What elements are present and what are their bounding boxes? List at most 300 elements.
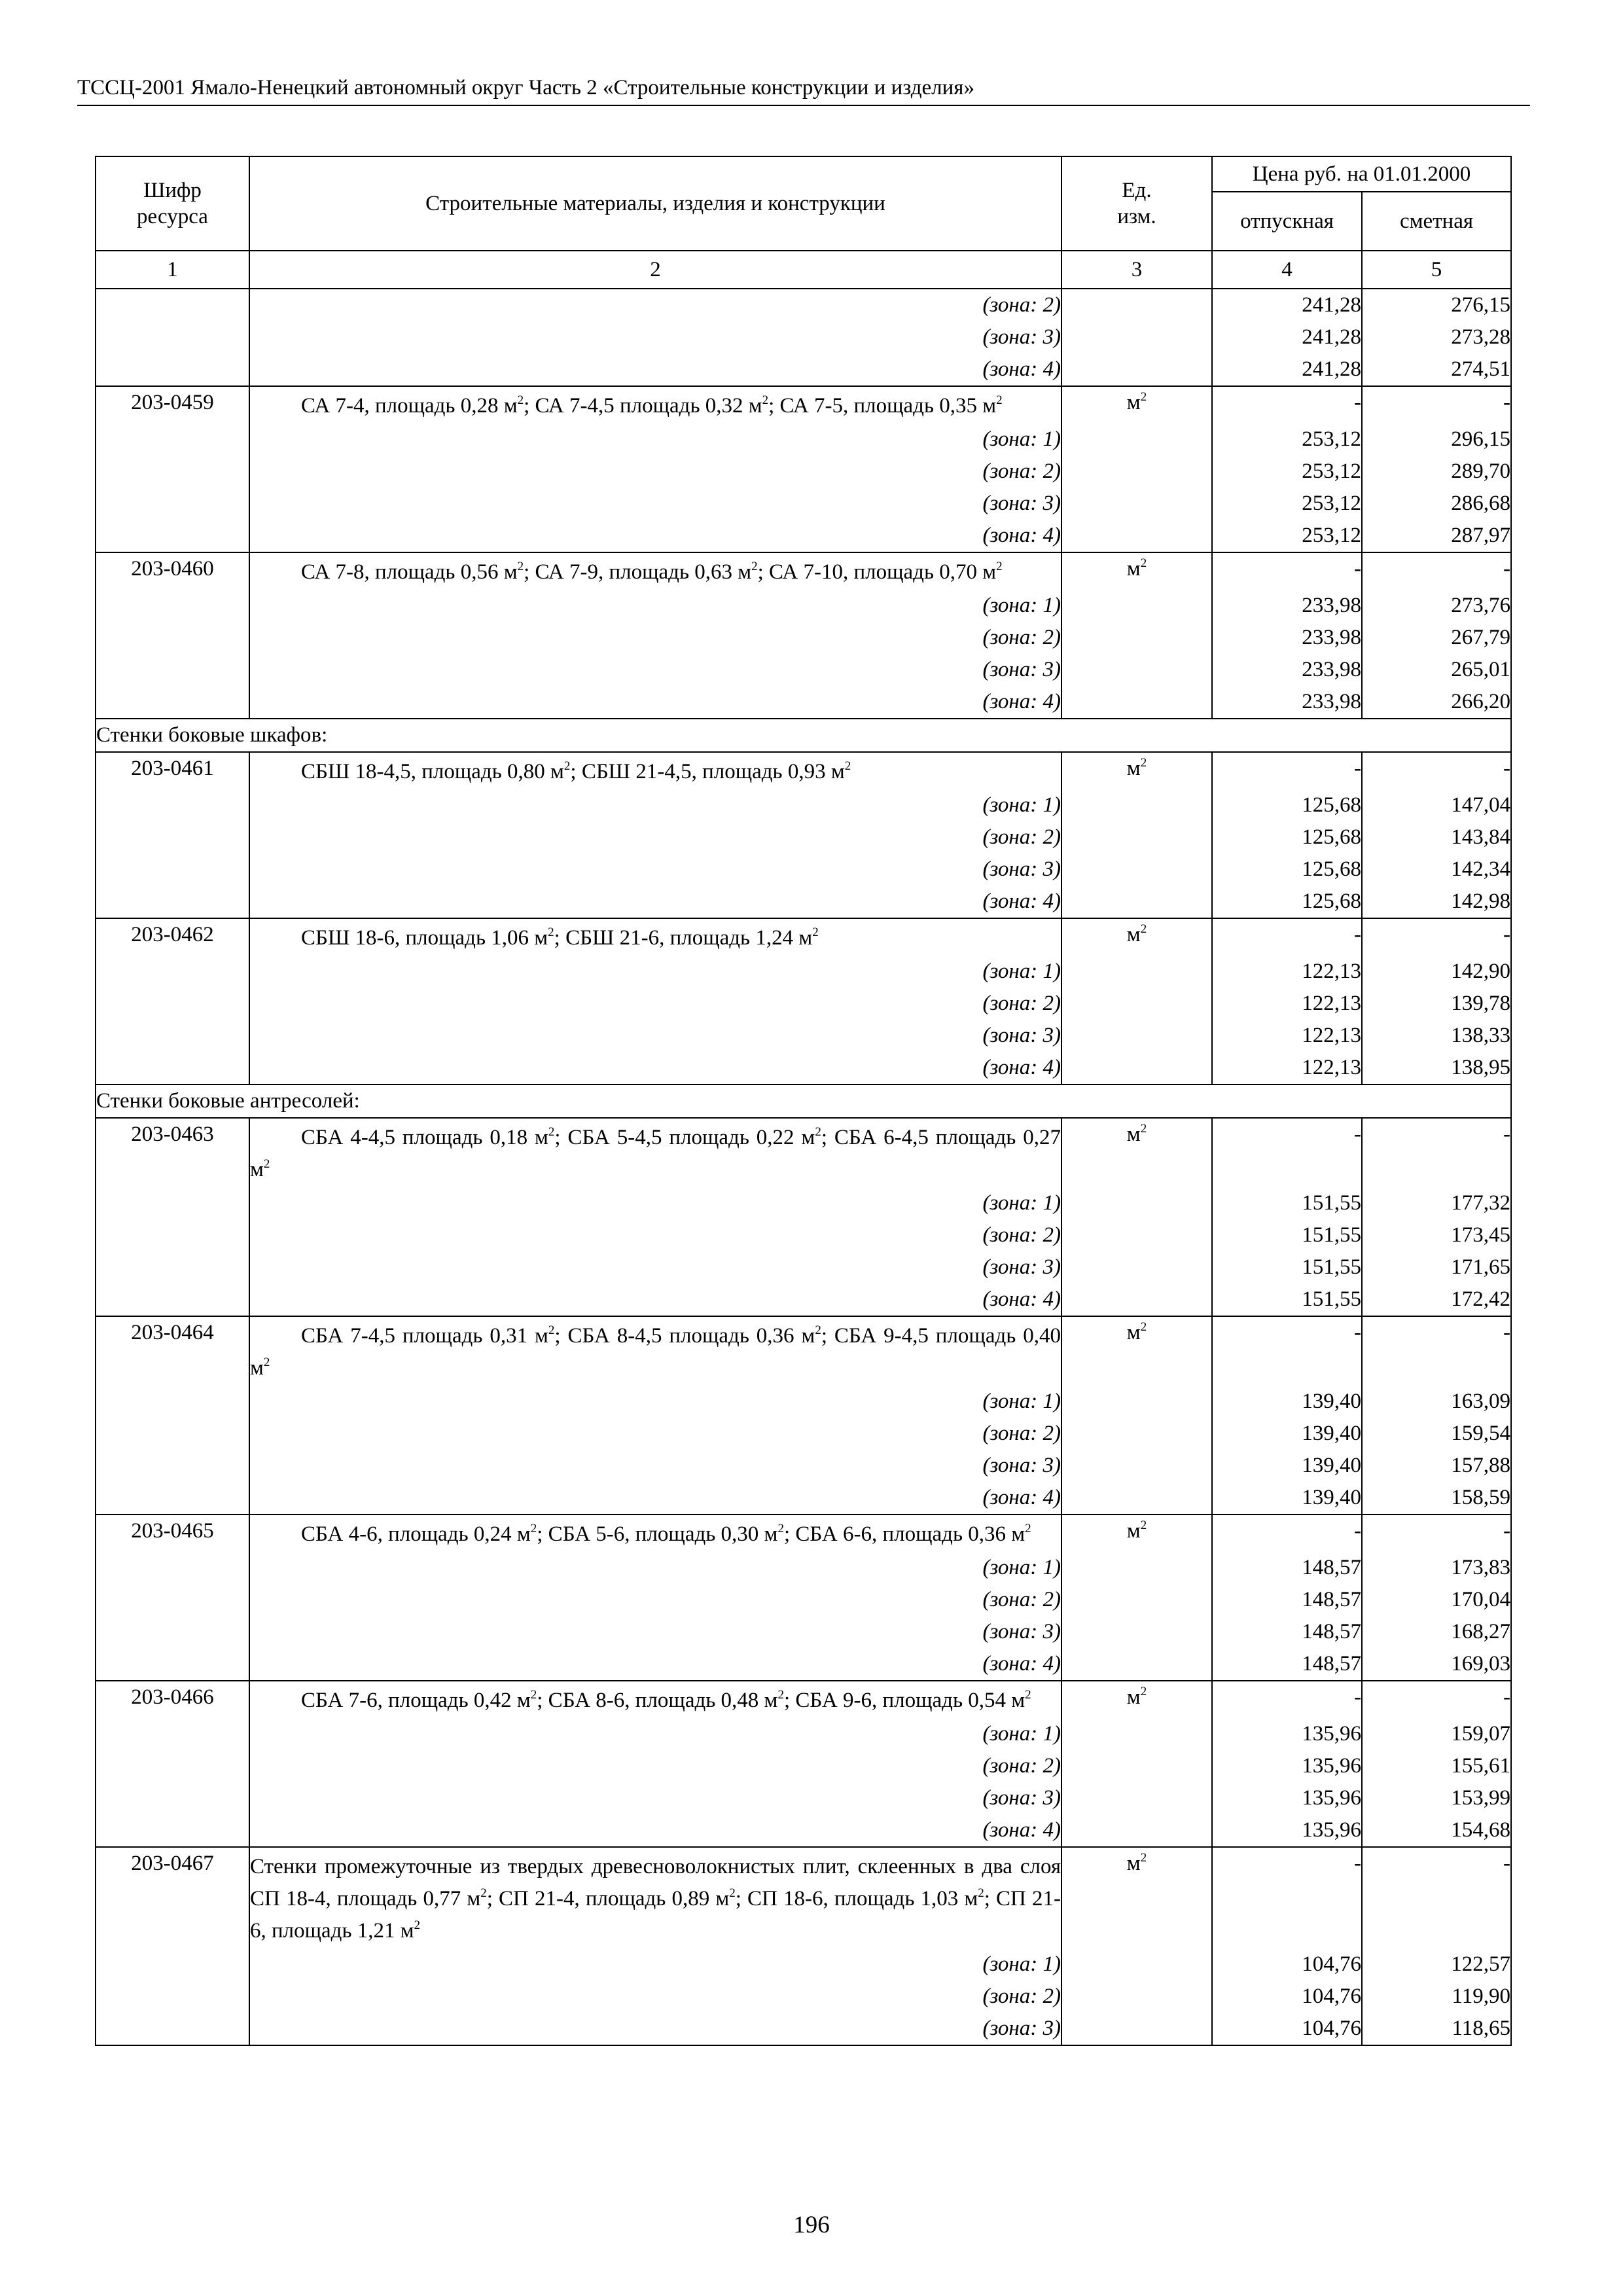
zone-row (96, 1718, 1511, 1750)
estimate-price: - (1362, 918, 1511, 956)
zone-row (96, 488, 1511, 520)
square-superscript: 2 (530, 1522, 537, 1535)
square-superscript: 2 (777, 1522, 784, 1535)
zone-label: (зона: 4) (249, 1052, 1061, 1085)
column-number: 4 (1212, 251, 1362, 289)
square-superscript: 2 (762, 393, 769, 407)
resource-row (96, 552, 1511, 590)
release-price: 148,57 (1212, 1584, 1362, 1616)
estimate-price: 159,54 (1362, 1418, 1511, 1450)
estimate-price: 273,76 (1362, 590, 1511, 622)
column-number: 3 (1061, 251, 1212, 289)
square-superscript: 2 (480, 1886, 487, 1900)
resource-unit: $м^2$ (1061, 918, 1212, 956)
release-price: 139,40 (1212, 1450, 1362, 1482)
resource-row (96, 1847, 1511, 1948)
resource-name-cell (249, 752, 1061, 789)
release-price: 122,13 (1212, 1052, 1362, 1085)
square-superscript: 2 (1140, 756, 1147, 770)
code-cell (96, 622, 249, 654)
code-cell (96, 654, 249, 686)
estimate-price: 158,59 (1362, 1482, 1511, 1515)
column-number: 5 (1362, 251, 1511, 289)
release-price: 104,76 (1212, 1948, 1362, 1981)
code-cell (96, 988, 249, 1020)
square-superscript: 2 (996, 393, 1003, 407)
release-price: 104,76 (1212, 2013, 1362, 2045)
code-cell (96, 1283, 249, 1316)
unit-cell (1061, 1782, 1212, 1814)
release-price: - (1212, 1681, 1362, 1718)
unit-cell (1061, 1482, 1212, 1515)
release-price: - (1212, 1118, 1362, 1187)
estimate-price: 169,03 (1362, 1648, 1511, 1681)
zone-row (96, 2013, 1511, 2045)
zone-label: (зона: 4) (249, 1648, 1061, 1681)
resource-unit: $м^2$ (1061, 1316, 1212, 1386)
square-superscript: 2 (1140, 1320, 1147, 1334)
unit-cell (1061, 1052, 1212, 1085)
code-cell (96, 321, 249, 353)
column-number-row (96, 251, 1511, 289)
resource-name: СА 7-4, площадь 0,28 $м^2$; СА 7-4,5 площадь 0,32 $м^2$; СА 7-5, площадь 0,35 $м^2$ (301, 393, 1003, 418)
zone-row (96, 1552, 1511, 1584)
estimate-price: 286,68 (1362, 488, 1511, 520)
resource-name-cell (249, 1847, 1061, 1948)
estimate-price: 266,20 (1362, 686, 1511, 719)
zone-row (96, 1251, 1511, 1283)
unit-cell (1061, 1981, 1212, 2013)
release-price: 139,40 (1212, 1418, 1362, 1450)
release-price: 125,68 (1212, 789, 1362, 821)
estimate-price: 267,79 (1362, 622, 1511, 654)
unit-cell (1061, 1450, 1212, 1482)
zone-label: (зона: 3) (249, 1782, 1061, 1814)
page-number: 196 (793, 2212, 830, 2238)
zone-row (96, 1386, 1511, 1418)
zone-row (96, 821, 1511, 853)
zone-row (96, 686, 1511, 719)
square-superscript: 2 (1140, 556, 1147, 570)
zone-row (96, 988, 1511, 1020)
zone-label: (зона: 2) (249, 1981, 1061, 2013)
zone-label: (зона: 2) (249, 1418, 1061, 1450)
zone-row (96, 289, 1511, 321)
resource-row (96, 1316, 1511, 1386)
release-price: 139,40 (1212, 1482, 1362, 1515)
zone-row (96, 1482, 1511, 1515)
column-number: 1 (96, 251, 249, 289)
estimate-price: 142,34 (1362, 853, 1511, 886)
estimate-price: - (1362, 752, 1511, 789)
zone-row (96, 1418, 1511, 1450)
zone-row (96, 1219, 1511, 1251)
code-cell (96, 1251, 249, 1283)
zone-label: (зона: 2) (249, 821, 1061, 853)
code-cell (96, 853, 249, 886)
resource-row (96, 1681, 1511, 1718)
resource-name-cell (249, 552, 1061, 590)
square-superscript: 2 (1140, 1685, 1147, 1698)
unit-cell (1061, 520, 1212, 552)
code-cell (96, 686, 249, 719)
release-price: 233,98 (1212, 622, 1362, 654)
estimate-price: 170,04 (1362, 1584, 1511, 1616)
section-title: Стенки боковые шкафов: (96, 719, 1511, 752)
code-cell (96, 1450, 249, 1482)
head-release: отпускная (1212, 192, 1362, 251)
estimate-price: 172,42 (1362, 1283, 1511, 1316)
code-cell (96, 2013, 249, 2045)
release-price: 135,96 (1212, 1814, 1362, 1847)
estimate-price: 138,33 (1362, 1020, 1511, 1052)
square-superscript: 2 (1140, 1518, 1147, 1532)
square-superscript: 2 (517, 393, 524, 407)
zone-label: (зона: 4) (249, 1814, 1061, 1847)
zone-row (96, 1052, 1511, 1085)
code-cell (96, 1020, 249, 1052)
resource-name: СБА 7-6, площадь 0,42 $м^2$; СБА 8-6, площадь 0,48 $м^2$; СБА 9-6, площадь 0,54 $м^2$ (301, 1688, 1031, 1712)
release-price: - (1212, 918, 1362, 956)
resource-name: СБА 7-4,5 площадь 0,31 $м^2$; СБА 8-4,5 площадь 0,36 $м^2$; СБА 9-4,5 площадь 0,40 $м^2$ (250, 1323, 1061, 1380)
release-price: - (1212, 386, 1362, 423)
estimate-price: 159,07 (1362, 1718, 1511, 1750)
code-cell (96, 886, 249, 918)
table-body (96, 289, 1511, 2045)
square-superscript: 2 (263, 1157, 270, 1171)
release-price: 241,28 (1212, 353, 1362, 386)
code-cell (96, 353, 249, 386)
zone-label: (зона: 1) (249, 1552, 1061, 1584)
resource-unit: $м^2$ (1061, 1681, 1212, 1718)
estimate-price: 153,99 (1362, 1782, 1511, 1814)
unit-cell (1061, 1552, 1212, 1584)
release-price: 151,55 (1212, 1283, 1362, 1316)
estimate-price: 177,32 (1362, 1187, 1511, 1219)
zone-row (96, 590, 1511, 622)
unit-cell (1061, 1750, 1212, 1782)
code-cell (96, 488, 249, 520)
code-cell (96, 1052, 249, 1085)
zone-row (96, 654, 1511, 686)
resource-row (96, 1515, 1511, 1552)
unit-cell (1061, 1584, 1212, 1616)
resource-unit: $м^2$ (1061, 752, 1212, 789)
code-cell (96, 789, 249, 821)
unit-cell (1061, 821, 1212, 853)
square-superscript: 2 (996, 560, 1003, 573)
unit-cell (1061, 1187, 1212, 1219)
release-price: 135,96 (1212, 1718, 1362, 1750)
estimate-price: 143,84 (1362, 821, 1511, 853)
section-row (96, 719, 1511, 752)
resource-unit: $м^2$ (1061, 1515, 1212, 1552)
unit-cell (1061, 886, 1212, 918)
estimate-price: 171,65 (1362, 1251, 1511, 1283)
zone-row (96, 353, 1511, 386)
release-price: 148,57 (1212, 1552, 1362, 1584)
unit-cell (1061, 289, 1212, 321)
estimate-price: - (1362, 1118, 1511, 1187)
estimate-price: 154,68 (1362, 1814, 1511, 1847)
code-cell (96, 1981, 249, 2013)
estimate-price: 163,09 (1362, 1386, 1511, 1418)
unit-cell (1061, 1616, 1212, 1648)
square-superscript: 2 (729, 1886, 736, 1900)
estimate-price: 142,90 (1362, 956, 1511, 988)
estimate-price: 296,15 (1362, 423, 1511, 456)
release-price: 148,57 (1212, 1616, 1362, 1648)
resource-row (96, 1118, 1511, 1187)
zone-row (96, 886, 1511, 918)
zone-row (96, 1782, 1511, 1814)
code-cell (96, 1782, 249, 1814)
release-price: 233,98 (1212, 686, 1362, 719)
zone-row (96, 1283, 1511, 1316)
square-superscript: 2 (815, 1125, 821, 1139)
estimate-price: - (1362, 1515, 1511, 1552)
unit-cell (1061, 1648, 1212, 1681)
code-cell (96, 456, 249, 488)
code-cell (96, 1482, 249, 1515)
zone-label: (зона: 2) (249, 1750, 1061, 1782)
code-cell (96, 1814, 249, 1847)
estimate-price: - (1362, 552, 1511, 590)
zone-label: (зона: 1) (249, 1948, 1061, 1981)
code-cell (96, 1648, 249, 1681)
zone-row (96, 520, 1511, 552)
unit-cell (1061, 1020, 1212, 1052)
zone-row (96, 1187, 1511, 1219)
resource-code: 203-0462 (96, 918, 249, 956)
resource-row (96, 918, 1511, 956)
release-price: 148,57 (1212, 1648, 1362, 1681)
resource-code: 203-0463 (96, 1118, 249, 1187)
resource-name: СБШ 18-6, площадь 1,06 $м^2$; СБШ 21-6, площадь 1,24 $м^2$ (301, 925, 819, 950)
column-number: 2 (249, 251, 1061, 289)
zone-label: (зона: 4) (249, 886, 1061, 918)
zone-label: (зона: 2) (249, 988, 1061, 1020)
unit-cell (1061, 622, 1212, 654)
release-price: 241,28 (1212, 321, 1362, 353)
estimate-price: 122,57 (1362, 1948, 1511, 1981)
zone-label: (зона: 3) (249, 488, 1061, 520)
resource-code: 203-0466 (96, 1681, 249, 1718)
estimate-price: 265,01 (1362, 654, 1511, 686)
unit-cell (1061, 1283, 1212, 1316)
unit-cell (1061, 353, 1212, 386)
zone-label: (зона: 3) (249, 1251, 1061, 1283)
square-superscript: 2 (414, 1918, 421, 1932)
release-price: 104,76 (1212, 1981, 1362, 2013)
release-price: 125,68 (1212, 886, 1362, 918)
zone-label: (зона: 2) (249, 456, 1061, 488)
code-cell (96, 1616, 249, 1648)
square-superscript: 2 (978, 1886, 984, 1900)
zone-label: (зона: 4) (249, 686, 1061, 719)
zone-label: (зона: 3) (249, 2013, 1061, 2045)
code-cell (96, 1584, 249, 1616)
release-price: 151,55 (1212, 1219, 1362, 1251)
release-price: - (1212, 1847, 1362, 1948)
estimate-price: 173,45 (1362, 1219, 1511, 1251)
zone-label: (зона: 3) (249, 853, 1061, 886)
estimate-price: 274,51 (1362, 353, 1511, 386)
square-superscript: 2 (548, 1323, 555, 1337)
square-superscript: 2 (844, 759, 851, 773)
zone-label: (зона: 3) (249, 1616, 1061, 1648)
code-cell (96, 423, 249, 456)
price-table (95, 156, 1512, 2046)
resource-row (96, 752, 1511, 789)
code-cell (96, 520, 249, 552)
resource-name-cell (249, 386, 1061, 423)
estimate-price: 139,78 (1362, 988, 1511, 1020)
code-cell (96, 1386, 249, 1418)
unit-cell (1061, 1418, 1212, 1450)
release-price: 233,98 (1212, 590, 1362, 622)
resource-code: 203-0460 (96, 552, 249, 590)
release-price: 241,28 (1212, 289, 1362, 321)
unit-cell (1061, 1718, 1212, 1750)
release-price: - (1212, 752, 1362, 789)
resource-unit: $м^2$ (1061, 552, 1212, 590)
estimate-price: 155,61 (1362, 1750, 1511, 1782)
zone-label: (зона: 2) (249, 289, 1061, 321)
estimate-price: 289,70 (1362, 456, 1511, 488)
code-cell (96, 1750, 249, 1782)
zone-row (96, 1948, 1511, 1981)
section-title: Стенки боковые антресолей: (96, 1085, 1511, 1118)
resource-name: Стенки промежуточные из твердых древесноволокнистых плит, склеенных в два слоя СП 18-4, площадь 0,77 $м^2$; СП 21-4, площадь 0,89 $м^2$; СП 18-6, площадь 1,03 $м^2$; СП 21-6, площадь 1,21 $м^2$ (250, 1855, 1061, 1943)
estimate-price: - (1362, 386, 1511, 423)
zone-row (96, 789, 1511, 821)
estimate-price: 168,27 (1362, 1616, 1511, 1648)
zone-label: (зона: 2) (249, 1584, 1061, 1616)
zone-row (96, 1450, 1511, 1482)
table-head (96, 156, 1511, 289)
head-estimate: сметная (1362, 192, 1511, 251)
estimate-price: - (1362, 1316, 1511, 1386)
unit-cell (1061, 2013, 1212, 2045)
estimate-price: 142,98 (1362, 886, 1511, 918)
zone-label: (зона: 1) (249, 423, 1061, 456)
zone-row (96, 456, 1511, 488)
estimate-price: 287,97 (1362, 520, 1511, 552)
zone-row (96, 321, 1511, 353)
zone-label: (зона: 3) (249, 321, 1061, 353)
zone-label: (зона: 2) (249, 622, 1061, 654)
release-price: 135,96 (1212, 1750, 1362, 1782)
unit-cell (1061, 423, 1212, 456)
code-cell (96, 821, 249, 853)
resource-name-cell (249, 1681, 1061, 1718)
square-superscript: 2 (812, 925, 819, 939)
code-cell (96, 1418, 249, 1450)
resource-name: СБА 4-6, площадь 0,24 $м^2$; СБА 5-6, площадь 0,30 $м^2$; СБА 6-6, площадь 0,36 $м^2$ (301, 1522, 1031, 1546)
header-rule (77, 105, 1530, 106)
release-price: 122,13 (1212, 1020, 1362, 1052)
release-price: 253,12 (1212, 456, 1362, 488)
resource-code: 203-0467 (96, 1847, 249, 1948)
release-price: - (1212, 552, 1362, 590)
section-row (96, 1085, 1511, 1118)
resource-name: СА 7-8, площадь 0,56 $м^2$; СА 7-9, площадь 0,63 $м^2$; СА 7-10, площадь 0,70 $м^2$ (301, 560, 1003, 584)
estimate-price: - (1362, 1847, 1511, 1948)
unit-cell (1061, 686, 1212, 719)
release-price: 233,98 (1212, 654, 1362, 686)
zone-row (96, 622, 1511, 654)
zone-row (96, 1616, 1511, 1648)
estimate-price: 273,28 (1362, 321, 1511, 353)
resource-row (96, 386, 1511, 423)
resource-code: 203-0464 (96, 1316, 249, 1386)
resource-name-cell (249, 1515, 1061, 1552)
zone-row (96, 1648, 1511, 1681)
zone-label: (зона: 1) (249, 1386, 1061, 1418)
release-price: 139,40 (1212, 1386, 1362, 1418)
unit-cell (1061, 488, 1212, 520)
zone-label: (зона: 1) (249, 1718, 1061, 1750)
estimate-price: 147,04 (1362, 789, 1511, 821)
zone-row (96, 1814, 1511, 1847)
square-superscript: 2 (751, 560, 758, 573)
resource-name: СБШ 18-4,5, площадь 0,80 $м^2$; СБШ 21-4,5, площадь 0,93 $м^2$ (301, 759, 851, 783)
head-name: Строительные материалы, изделия и конструкции (249, 156, 1061, 251)
head-price: Цена руб. на 01.01.2000 (1212, 156, 1511, 192)
unit-cell (1061, 321, 1212, 353)
resource-code: 203-0459 (96, 386, 249, 423)
square-superscript: 2 (563, 759, 571, 773)
release-price: 253,12 (1212, 423, 1362, 456)
resource-name-cell (249, 1316, 1061, 1386)
square-superscript: 2 (1140, 922, 1147, 936)
resource-name-cell (249, 918, 1061, 956)
square-superscript: 2 (1025, 1688, 1031, 1702)
unit-cell (1061, 1814, 1212, 1847)
zone-label: (зона: 1) (249, 590, 1061, 622)
unit-cell (1061, 853, 1212, 886)
unit-cell (1061, 1948, 1212, 1981)
unit-cell (1061, 1386, 1212, 1418)
zone-row (96, 956, 1511, 988)
resource-unit: $м^2$ (1061, 1847, 1212, 1948)
zone-label: (зона: 4) (249, 1283, 1061, 1316)
unit-cell (1061, 789, 1212, 821)
square-superscript: 2 (1140, 1122, 1147, 1136)
zone-label: (зона: 3) (249, 1020, 1061, 1052)
resource-name: СБА 4-4,5 площадь 0,18 $м^2$; СБА 5-4,5 площадь 0,22 $м^2$; СБА 6-4,5 площадь 0,27 $м^2$ (250, 1125, 1061, 1181)
estimate-price: 138,95 (1362, 1052, 1511, 1085)
code-cell (96, 1187, 249, 1219)
release-price: - (1212, 1316, 1362, 1386)
square-superscript: 2 (777, 1688, 784, 1702)
code-cell (96, 289, 249, 321)
release-price: 122,13 (1212, 956, 1362, 988)
code-cell (96, 1219, 249, 1251)
zone-label: (зона: 3) (249, 1450, 1061, 1482)
zone-row (96, 1981, 1511, 2013)
estimate-price: 276,15 (1362, 289, 1511, 321)
square-superscript: 2 (815, 1323, 821, 1337)
square-superscript: 2 (1140, 1851, 1147, 1865)
zone-label: (зона: 2) (249, 1219, 1061, 1251)
zone-row (96, 853, 1511, 886)
square-superscript: 2 (548, 925, 554, 939)
square-superscript: 2 (530, 1688, 537, 1702)
square-superscript: 2 (1140, 390, 1147, 404)
unit-cell (1061, 988, 1212, 1020)
